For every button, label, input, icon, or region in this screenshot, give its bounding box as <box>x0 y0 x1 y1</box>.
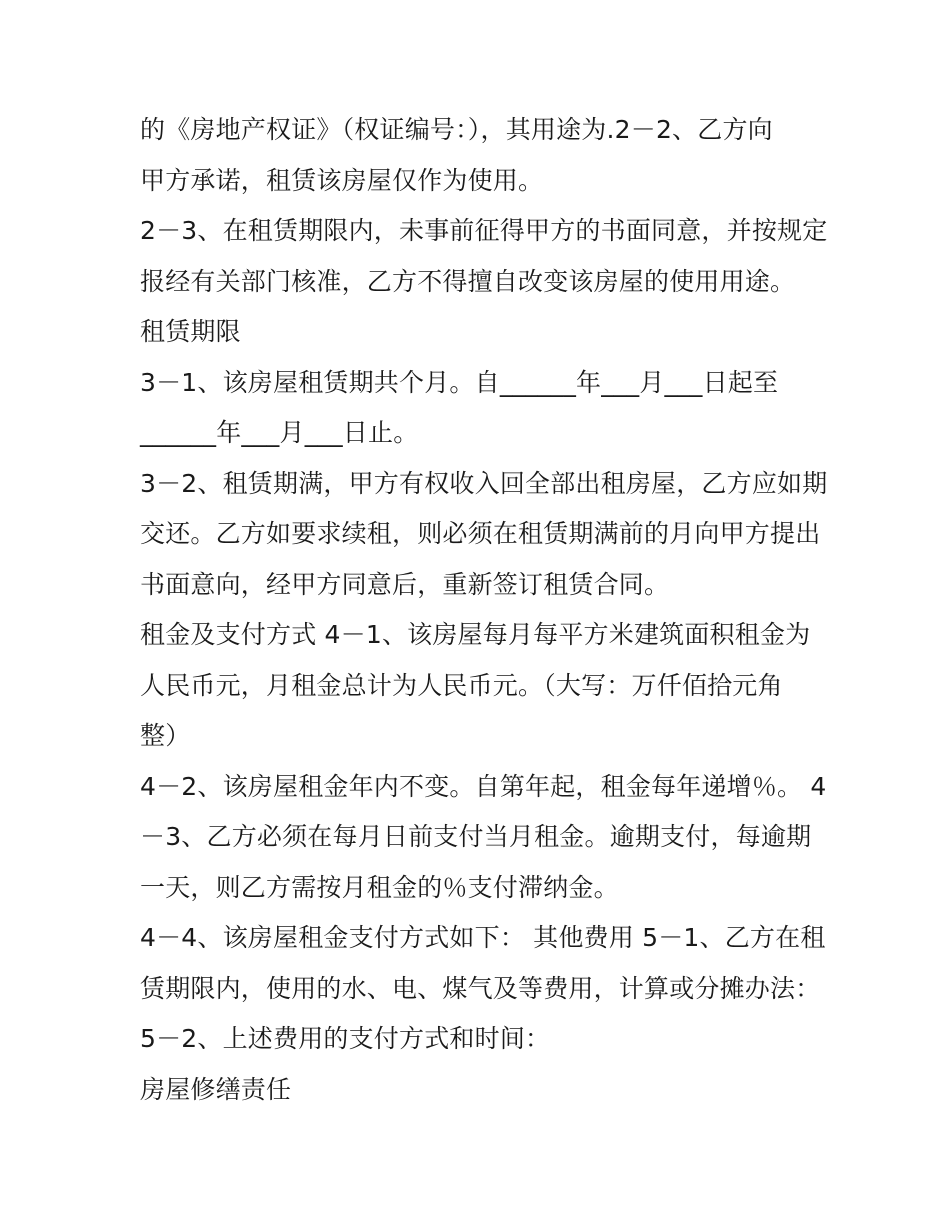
text-line: 一天，则乙方需按月租金的％支付滞纳金。 <box>140 873 619 902</box>
section-heading: 房屋修缮责任 <box>140 1075 292 1104</box>
text-line: 书面意向，经甲方同意后，重新签订租赁合同。 <box>140 570 670 599</box>
text-line: 3－1、该房屋租赁期共个月。自______年___月___日起至 <box>140 368 779 397</box>
text-line: 赁期限内，使用的水、电、煤气及等费用，计算或分摊办法： <box>140 974 821 1003</box>
text-line: 人民币元，月租金总计为人民币元。（大写：万仟佰拾元角 <box>140 671 783 700</box>
text-line: 交还。乙方如要求续租，则必须在租赁期满前的月向甲方提出 <box>140 519 821 548</box>
text-line: ______年___月___日止。 <box>140 418 419 447</box>
text-line: 3－2、租赁期满，甲方有权收入回全部出租房屋，乙方应如期 <box>140 469 828 498</box>
text-line: 5－2、上述费用的支付方式和时间： <box>140 1024 551 1053</box>
text-line: 整） <box>140 721 191 750</box>
section-heading: 租赁期限 <box>140 317 241 346</box>
text-line: 4－4、该房屋租金支付方式如下： 其他费用 5－1、乙方在租 <box>140 923 826 952</box>
text-line: 2－3、在租赁期限内，未事前征得甲方的书面同意，并按规定 <box>140 216 828 245</box>
text-line: 租金及支付方式 4－1、该房屋每月每平方米建筑面积租金为 <box>140 620 811 649</box>
text-line: －3、乙方必须在每月日前支付当月租金。逾期支付，每逾期 <box>140 822 812 851</box>
text-line: 甲方承诺，租赁该房屋仅作为使用。 <box>140 166 544 195</box>
text-line: 报经有关部门核准，乙方不得擅自改变该房屋的使用用途。 <box>140 267 796 296</box>
text-line: 4－2、该房屋租金年内不变。自第年起，租金每年递增％。 4 <box>140 772 827 801</box>
text-line: 的《房地产权证》（权证编号：），其用途为.2－2、乙方向 <box>140 115 773 144</box>
